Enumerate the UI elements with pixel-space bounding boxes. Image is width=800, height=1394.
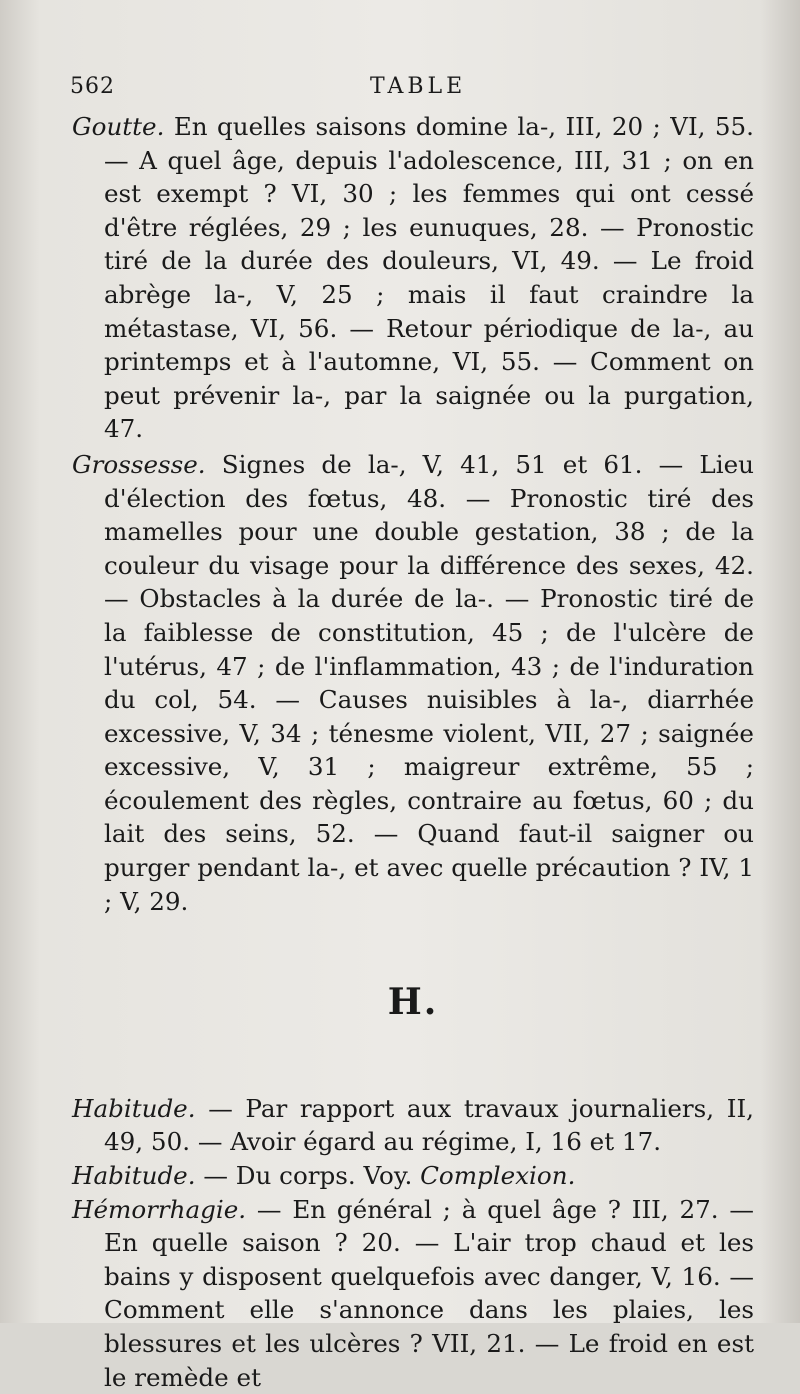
entry-term: Grossesse. [72,449,206,479]
entry-text: — Par rapport aux travaux journaliers, II, 49, 50. — Avoir égard au régime, I, 16 et 17. [104,1093,754,1157]
index-entry [72,1092,754,1159]
entry-text: — En général ; à quel âge ? III, 27. — En quelle saison ? 20. — L'air trop chaud et les bains y disposent quelquefois avec danger, V, 16. — Comment elle s'annonce dans les plaies, les blessures et les ulcères ? VII, 21. — Le froid en est le remède et [104,1194,754,1392]
entry-term: Goutte. [72,112,165,141]
cross-reference: Complexion. [420,1161,576,1191]
running-title: TABLE [370,74,467,99]
index-entry [72,448,754,918]
entry-term: Habitude. [72,1161,196,1191]
index-entry [72,1193,754,1394]
index-entry [72,110,754,446]
index-entry [72,1159,754,1193]
index-content [72,110,754,1394]
page-number: 562 [70,74,115,99]
entry-text: En quelles saisons domine la-, III, 20 ; VI, 55. — A quel âge, depuis l'adolescence, III, 31 ; on en est exempt ? VI, 30 ; les femmes qui ont cessé d'être réglées, 29 ; les eunuques, 28. — Pronostic tiré de la durée des douleurs, VI, 49. — Le froid abrège la-, V, 25 ; mais il faut craindre la métastase, VI, 56. — Retour périodique de la-, au printemps et à l'automne, VI, 55. — Comment on peut prévenir la-, par la saignée ou la purgation, 47. [104,112,754,444]
section-letter: H. [387,981,439,1024]
entry-term: Hémorrhagie. [72,1194,247,1224]
entry-text: — Du corps. Voy. [195,1161,421,1191]
entry-term: Habitude. [72,1093,196,1123]
entry-text: Signes de la-, V, 41, 51 et 61. — Lieu d'élection des fœtus, 48. — Pronostic tiré des mamelles pour une double gestation, 38 ; de la couleur du visage pour la différence des sexes, 42. — Obstacles à la durée de la-. — Pronostic tiré de la faiblesse de constitution, 45 ; de l'ulcère de l'utérus, 47 ; de l'inflammation, 43 ; de l'induration du col, 54. — Causes nuisibles à la-, diarrhée excessive, V, 34 ; ténesme violent, VII, 27 ; saignée excessive, V, 31 ; maigreur extrême, 55 ; écoulement des règles, contraire au fœtus, 60 ; du lait des seins, 52. — Quand faut-il saigner ou purger pendant la-, et avec quelle précaution ? IV, 1 ; V, 29. [104,449,754,916]
page-header [70,74,760,104]
